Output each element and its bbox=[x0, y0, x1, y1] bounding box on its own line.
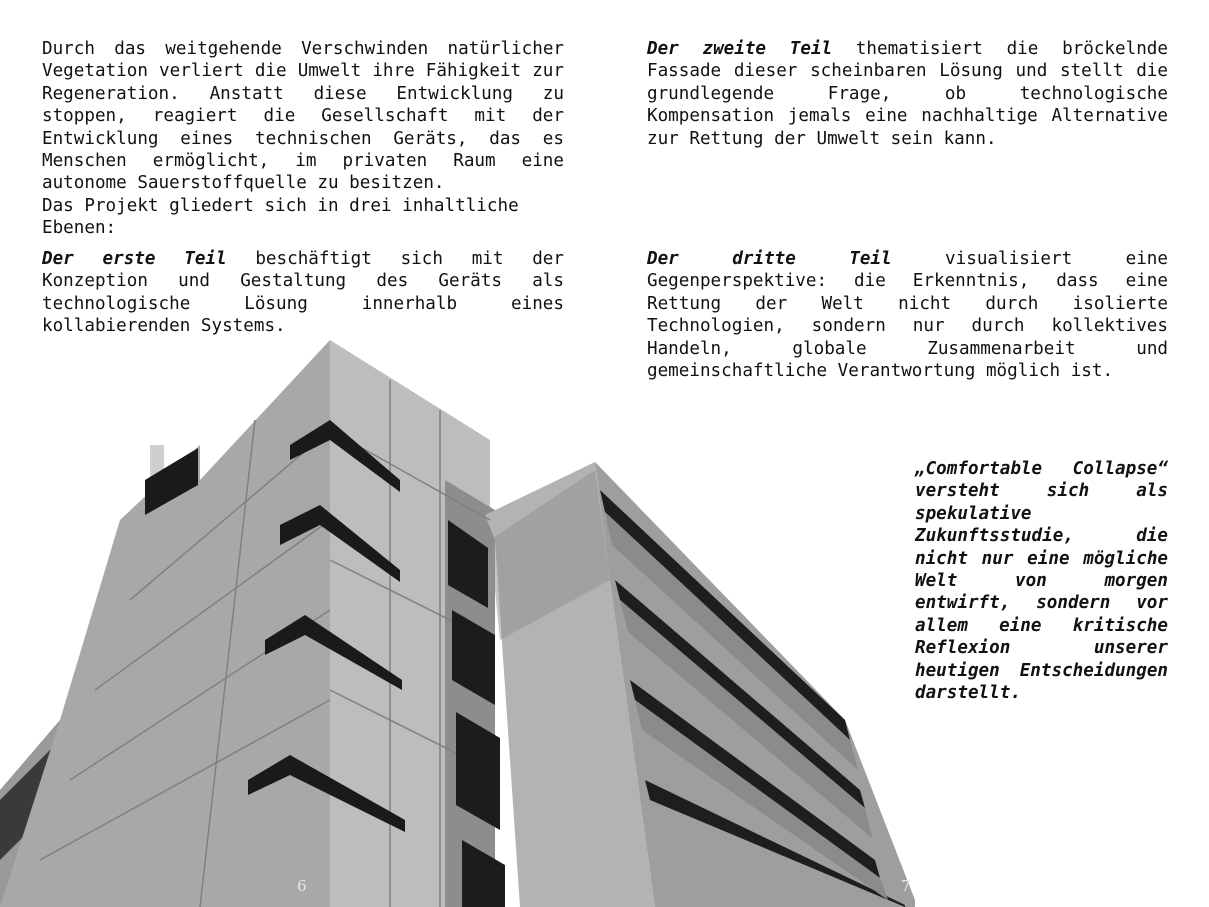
structure-paragraph: Das Projekt gliedert sich in drei inhaltliche Ebenen: bbox=[42, 195, 519, 239]
intro-paragraph-block bbox=[42, 38, 564, 240]
tower-left-face bbox=[0, 340, 330, 907]
part-one-paragraph bbox=[42, 248, 564, 338]
page-number-right: 7 bbox=[901, 877, 911, 895]
project-quote: „Comfortable Collapse“ versteht sich als spekulative Zukunftsstudie, die nicht nur eine mögliche Welt von morgen entwirft, sondern vor allem eine kritische Reflexion unserer heutigen Entscheidungen darstellt. bbox=[915, 459, 1168, 704]
part-two-paragraph bbox=[647, 38, 1168, 150]
part-two-text: thematisiert die bröckelnde Fassade dieser scheinbaren Lösung und stellt die grundlegende Frage, ob technologische Kompensation jemals eine nachhaltige Alternative zur Rettung der Umwelt sein kann. bbox=[647, 39, 1168, 149]
part-one-text: beschäftigt sich mit der Konzeption und Gestaltung des Geräts als technologische Lösung innerhalb eines kollabierenden Systems. bbox=[42, 249, 564, 337]
page-number-left: 6 bbox=[297, 877, 307, 895]
part-three-label: Der dritte Teil bbox=[647, 249, 892, 269]
part-one-label: Der erste Teil bbox=[42, 249, 227, 269]
part-three-paragraph bbox=[647, 248, 1168, 382]
part-two-label: Der zweite Teil bbox=[647, 39, 833, 59]
part-three-text: visualisiert eine Gegenperspektive: die Erkenntnis, dass eine Rettung der Welt nicht durch isolierte Technologien, sondern nur durch kollektives Handeln, globale Zusammenarbeit und gemeinschaftliche Verantwortung möglich ist. bbox=[647, 249, 1168, 382]
intro-paragraph: Durch das weitgehende Verschwinden natürlicher Vegetation verliert die Umwelt ihre Fähigkeit zur Regeneration. Anstatt diese Entwicklung zu stoppen, reagiert die Gesellschaft mit der Entwicklung eines technischen Geräts, das es Menschen ermöglicht, im privaten Raum eine autonome Sauerstoffquelle zu besitzen. bbox=[42, 39, 564, 194]
